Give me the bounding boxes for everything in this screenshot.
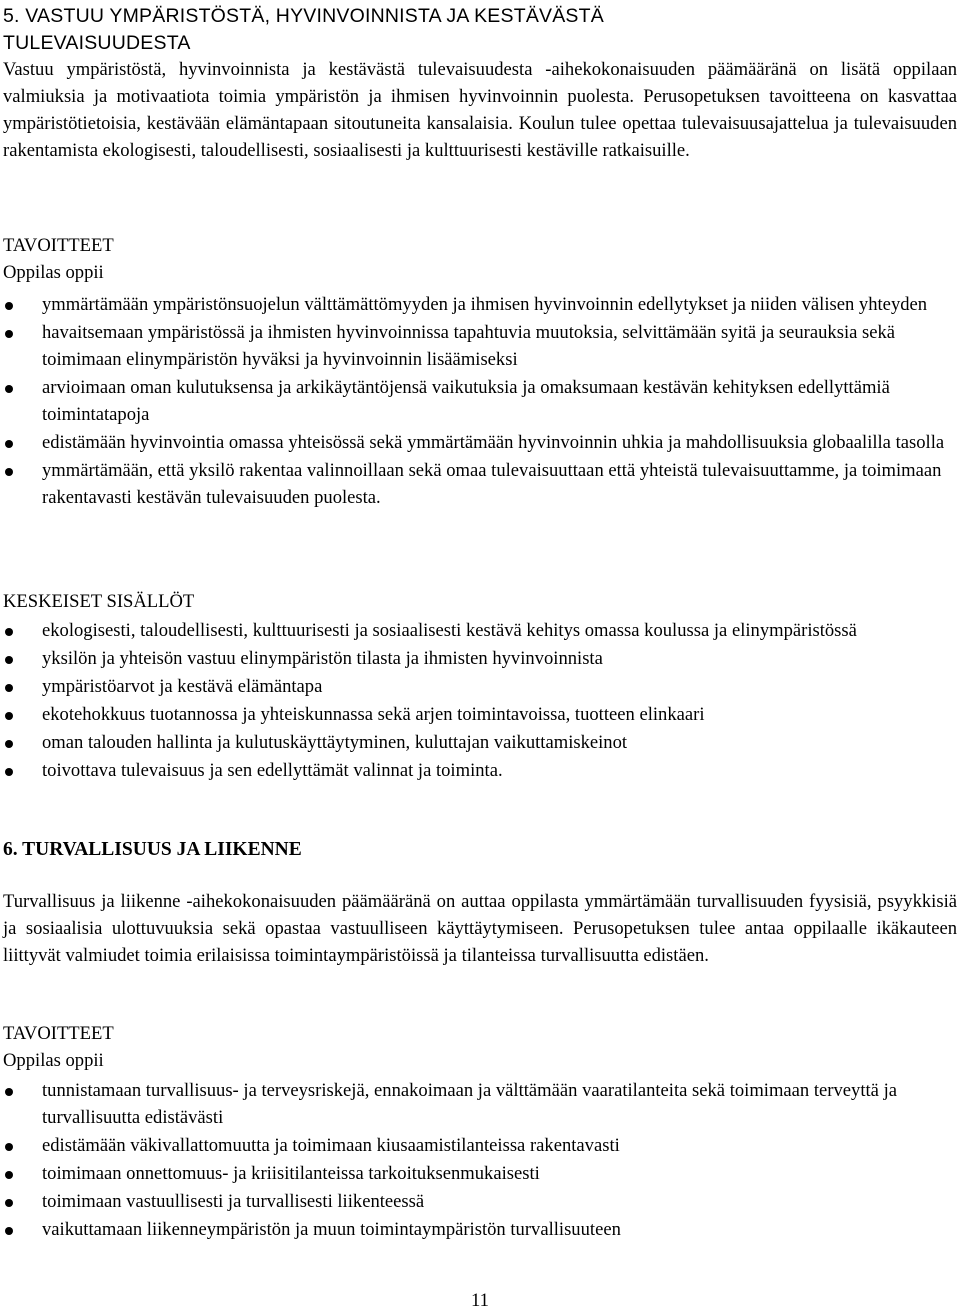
section-5-goals-heading: TAVOITTEET: [3, 235, 114, 256]
page-number: 11: [471, 1290, 489, 1311]
section-6-goals-list: [0, 1077, 955, 1243]
list-item: havaitsemaan ympäristössä ja ihmisten hyvinvoinnissa tapahtuvia muutoksia, selvittämään syitä ja seurauksia sekä toimimaan elinympäristön hyväksi ja hyvinvoinnin lisäämiseksi: [0, 319, 955, 373]
bullet-icon: [5, 712, 13, 720]
list-item: toimimaan vastuullisesti ja turvallisesti liikenteessä: [0, 1188, 955, 1215]
bullet-icon: [5, 1227, 13, 1235]
bullet-icon: [5, 1171, 13, 1179]
bullet-icon: [5, 684, 13, 692]
section-5-title-line-2: TULEVAISUUDESTA: [3, 32, 191, 54]
section-5-contents-heading: KESKEISET SISÄLLÖT: [3, 591, 195, 612]
list-item: yksilön ja yhteisön vastuu elinympäristön tilasta ja ihmisten hyvinvoinnista: [0, 645, 955, 672]
list-item: vaikuttamaan liikenneympäristön ja muun toimintaympäristön turvallisuuteen: [0, 1216, 955, 1243]
list-item: tunnistamaan turvallisuus- ja terveysriskejä, ennakoimaan ja välttämään vaaratilanteita sekä toimimaan terveyttä ja turvallisuutta edistävästi: [0, 1077, 955, 1131]
list-item: arvioimaan oman kulutuksensa ja arkikäytäntöjensä vaikutuksia ja omaksumaan kestävän kehityksen edellyttämiä toimintatapoja: [0, 374, 955, 428]
bullet-icon: [5, 768, 13, 776]
list-item: toivottava tulevaisuus ja sen edellyttämät valinnat ja toiminta.: [0, 757, 955, 784]
bullet-icon: [5, 330, 13, 338]
list-item: ekotehokkuus tuotannossa ja yhteiskunnassa sekä arjen toimintavoissa, tuotteen elinkaari: [0, 701, 955, 728]
bullet-icon: [5, 628, 13, 636]
section-5-goals-lead: Oppilas oppii: [3, 262, 104, 283]
section-5-title-line-1: 5. VASTUU YMPÄRISTÖSTÄ, HYVINVOINNISTA JA KESTÄVÄSTÄ: [3, 5, 604, 27]
section-6-goals-lead: Oppilas oppii: [3, 1050, 104, 1071]
bullet-icon: [5, 1088, 13, 1096]
list-item: ymmärtämään ympäristönsuojelun välttämättömyyden ja ihmisen hyvinvoinnin edellytykset ja niiden välisen yhteyden: [0, 291, 955, 318]
section-5-title: [3, 3, 903, 57]
section-6-intro: Turvallisuus ja liikenne -aihekokonaisuuden päämääränä on auttaa oppilasta ymmärtämään turvallisuuden fyysisiä, psyykkisiä ja sosiaalisia ulottuvuuksia sekä opastaa vastuulliseen käyttäytymiseen. Perusopetuksen tulee antaa oppilaalle ikäkauteen liittyvät valmiudet toimia erilaisissa toimintaympäristöissä ja tilanteissa turvallisuutta edistäen.: [3, 891, 957, 966]
bullet-icon: [5, 656, 13, 664]
list-item: edistämään hyvinvointia omassa yhteisössä sekä ymmärtämään hyvinvoinnin uhkia ja mahdollisuuksia globaalilla tasolla: [0, 429, 955, 456]
section-5-intro: Vastuu ympäristöstä, hyvinvoinnista ja kestävästä tulevaisuudesta -aihekokonaisuuden päämääränä on lisätä oppilaan valmiuksia ja motivaatiota toimia ympäristön ja ihmisen hyvinvoinnin puolesta. Perusopetuksen tavoitteena on kasvattaa ympäristötietoisia, kestävään elämäntapaan sitoutuneita kansalaisia. Koulun tulee opettaa tulevaisuusajattelua ja tulevaisuuden rakentamista ekologisesti, taloudellisesti, sosiaalisesti ja kulttuurisesti kestäville ratkaisuille.: [3, 59, 957, 161]
section-6-goals-heading: TAVOITTEET: [3, 1023, 114, 1044]
section-5-goals-list: [0, 291, 955, 511]
list-item: ymmärtämään, että yksilö rakentaa valinnoillaan sekä omaa tulevaisuuttaan että yhteistä tulevaisuuttamme, ja toimimaan rakentavasti kestävän tulevaisuuden puolesta.: [0, 457, 955, 511]
bullet-icon: [5, 468, 13, 476]
bullet-icon: [5, 385, 13, 393]
bullet-icon: [5, 1143, 13, 1151]
bullet-icon: [5, 440, 13, 448]
section-5-contents-list: [0, 617, 955, 784]
section-6-title: 6. TURVALLISUUS JA LIIKENNE: [3, 839, 302, 860]
list-item: ympäristöarvot ja kestävä elämäntapa: [0, 673, 955, 700]
bullet-icon: [5, 1199, 13, 1207]
list-item: toimimaan onnettomuus- ja kriisitilanteissa tarkoituksenmukaisesti: [0, 1160, 955, 1187]
bullet-icon: [5, 302, 13, 310]
list-item: edistämään väkivallattomuutta ja toimimaan kiusaamistilanteissa rakentavasti: [0, 1132, 955, 1159]
bullet-icon: [5, 740, 13, 748]
list-item: ekologisesti, taloudellisesti, kulttuurisesti ja sosiaalisesti kestävä kehitys omassa koulussa ja elinympäristössä: [0, 617, 955, 644]
list-item: oman talouden hallinta ja kulutuskäyttäytyminen, kuluttajan vaikuttamiskeinot: [0, 729, 955, 756]
